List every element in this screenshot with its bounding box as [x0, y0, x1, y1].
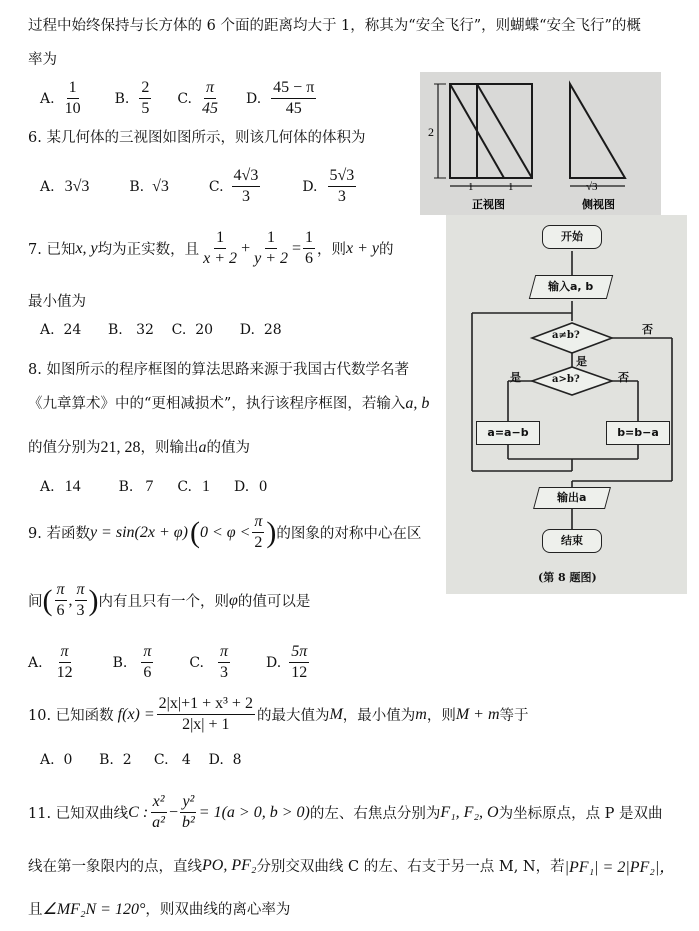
q9-b-den: 6 [143, 664, 152, 681]
q9-cond: 0 < φ < [199, 523, 251, 541]
q7-text-b: 均为正实数，且 [97, 242, 200, 258]
q5-opt-d [271, 78, 316, 119]
q8-opt-c: 1 [201, 478, 210, 495]
three-view-drawing [420, 72, 661, 215]
q9-c-den: 2 [254, 534, 263, 551]
q9-text-b: 的图象的对称中心在区 [276, 526, 422, 542]
q7-f1-num: 1 [214, 228, 226, 249]
q8-options [40, 478, 267, 496]
q10-fx: f(x) = [117, 705, 155, 723]
side-view-label: 侧视图 [582, 198, 615, 211]
q9-text-e: 的值可以是 [237, 594, 311, 610]
q7-options: A. 24 B. 32 C. 20 D. 28 [40, 322, 282, 338]
q5-opt-d-letter: D. [245, 90, 262, 107]
q8-text-c3: 的值为 [206, 440, 250, 456]
q5-a-num: 1 [67, 78, 79, 99]
q9-int-frac2 [75, 580, 87, 621]
q9-a-den: 12 [56, 664, 73, 681]
front-view-label: 正视图 [472, 198, 505, 211]
q9-fn: y = sin(2x + φ) [89, 523, 188, 541]
q8-ab: a, b [405, 395, 430, 412]
q8-opt-b-letter: B. [118, 479, 134, 495]
q10-text-a: 10. 已知函数 [28, 708, 114, 724]
q7-f3-num: 1 [303, 228, 315, 249]
q7-equals: = [292, 239, 302, 257]
q9-opt-d-letter: D. [266, 654, 282, 671]
flow-cond1: a≠b? [552, 330, 580, 341]
problem5-text-line2: 率为 [28, 52, 57, 68]
q11-line1 [28, 792, 663, 833]
q11-minus: − [168, 803, 178, 821]
q5-c-num: π [204, 78, 216, 99]
q9-i1-num: π [55, 580, 67, 601]
flow-cond2: a>b? [552, 374, 580, 385]
q7-text-a: 7. 已知 [28, 242, 76, 258]
q9-d-num: 5π [289, 642, 309, 663]
problem5-text-line1: 过程中始终保持与长方体的 6 个面的距离均大于 1，称其为“安全飞行”，则蝴蝶“安全飞行”的概 [28, 18, 641, 34]
q7-xy: x, y [75, 239, 98, 257]
q5-c-den: 45 [201, 100, 218, 117]
q9-opt-b-letter: B. [112, 654, 128, 671]
q11-PO: PO, PF₂ [202, 856, 257, 874]
q6-opt-d [328, 166, 357, 207]
q5-opt-a-letter: A. [40, 90, 55, 107]
q11-frac2 [180, 792, 197, 833]
q11-text-f: 且 [28, 902, 43, 918]
q8-text-b: 《九章算术》中的“更相减损术”，执行该程序框图，若输入 [28, 396, 406, 412]
q10-text-e: 等于 [499, 708, 529, 724]
q7-plus: + [241, 239, 251, 257]
q6-opt-a: 3√3 [64, 177, 90, 195]
q5-d-den: 45 [285, 100, 302, 117]
dim-width-label-2: 1 [508, 181, 514, 193]
q8-opt-c-letter: C. [177, 479, 192, 495]
q9-i1-den: 6 [56, 602, 65, 619]
q9-d-den: 12 [291, 664, 308, 681]
q7-text-d: 的 [379, 242, 394, 258]
q9-paren-close: ) [266, 515, 277, 549]
q9-text-c: 间 [28, 594, 43, 610]
q8-line3 [28, 436, 250, 457]
q10-den: 2|x| + 1 [182, 716, 230, 733]
q9-opt-c-letter: C. [189, 654, 204, 671]
q9-text-d: 内有且只有一个，则 [98, 594, 230, 610]
q5-opt-b-letter: B. [114, 90, 130, 107]
q9-int-open: ( [42, 583, 53, 617]
q9-opt-c [218, 642, 230, 683]
q11-line2 [28, 854, 675, 877]
q9-text-a: 9. 若函数 [28, 526, 90, 542]
q9-b-num: π [141, 642, 153, 663]
q11-text-g: ，则双曲线的离心率为 [145, 902, 291, 918]
q6-options [40, 166, 358, 207]
q7-frac2 [252, 228, 290, 269]
q7-xpy: x + y [346, 239, 380, 257]
q9-line2 [28, 580, 310, 621]
q5-opt-c [200, 78, 220, 119]
flow-input-label: 输入a, b [548, 280, 594, 293]
q11-line3 [28, 898, 290, 919]
q8-opt-a: 14 [64, 478, 81, 495]
q6-d-den: 3 [337, 188, 346, 205]
q9-c-num: π [252, 512, 264, 533]
q5-options [40, 78, 318, 119]
q6-opt-b-letter: B. [129, 178, 145, 195]
q10-M: M [329, 705, 343, 723]
q7-f1-den: x + 2 [203, 250, 238, 267]
q8-a: a [198, 439, 207, 456]
flow-yes2: 是 [510, 371, 521, 384]
q11-angle: ∠MF₂N = 120° [42, 900, 146, 918]
q7-line1 [28, 228, 394, 269]
q11-eq: = 1(a > 0, b > 0) [198, 803, 310, 821]
q8-text-c: 的值分别为 [28, 440, 101, 456]
q7-f2-num: 1 [265, 228, 277, 249]
flow-end: 结束 [542, 529, 602, 553]
q9-int-close: ) [88, 583, 99, 617]
q10-frac [157, 694, 255, 735]
q6-text: 6. 某几何体的三视图如图所示，则该几何体的体积为 [28, 130, 366, 146]
q9-opt-b [141, 642, 153, 683]
q6-opt-c-letter: C. [208, 178, 224, 195]
q9-options [28, 642, 311, 683]
q9-opt-a [55, 642, 75, 683]
q9-opt-d [289, 642, 309, 683]
flow-no1: 否 [642, 323, 653, 336]
flow-right-box: b=b−a [606, 421, 670, 445]
q11-text-d: 线在第一象限内的点，直线 [28, 859, 202, 875]
flow-no2: 否 [618, 371, 629, 384]
dim-height-label: 2 [428, 125, 434, 139]
q6-d-num: 5√3 [328, 166, 357, 187]
flow-output-label: 输出a [557, 491, 587, 504]
dim-sqrt3-label: √3 [586, 181, 598, 193]
q6-opt-a-letter: A. [40, 178, 55, 195]
q10-m: m [415, 705, 427, 723]
q11-text-e: 分别交双曲线 C 的左、右支于另一点 M, N，若 [256, 859, 565, 875]
q10-text-b: 的最大值为 [256, 708, 330, 724]
q11-f1-den: a² [152, 814, 165, 831]
q8-line2 [28, 392, 429, 413]
q7-frac1 [201, 228, 239, 269]
q6-c-num: 4√3 [232, 166, 261, 187]
q11-C: C : [128, 803, 149, 821]
q10-line1 [28, 694, 529, 735]
flow-left-box: a=a−b [476, 421, 540, 445]
q10-text-c: ，最小值为 [342, 708, 416, 724]
q8-opt-a-letter: A. [40, 479, 55, 495]
q7-line2: 最小值为 [28, 294, 86, 310]
q11-f2-num: y² [180, 792, 196, 813]
q10-Mm: M + m [455, 705, 500, 723]
q9-a-num: π [59, 642, 71, 663]
q9-i2-den: 3 [76, 602, 85, 619]
q9-int-comma: , [68, 591, 73, 609]
q11-f1-num: x² [151, 792, 167, 813]
q11-abs: |PF₁| = 2|PF₂|， [564, 859, 676, 876]
q6-opt-c [232, 166, 261, 207]
flow-yes1: 是 [576, 355, 587, 368]
q8-opt-d: 0 [259, 478, 268, 495]
q5-a-den: 10 [64, 100, 81, 117]
q11-F: F₁, F₂, O [440, 803, 499, 821]
three-view-figure [420, 72, 661, 215]
q11-text-a: 11. 已知双曲线 [28, 806, 129, 822]
dim-width-label-1: 1 [468, 181, 474, 193]
q5-opt-c-letter: C. [177, 90, 192, 107]
flow-caption: (第 8 题图) [538, 571, 597, 584]
q10-options: A. 0 B. 2 C. 4 D. 8 [40, 752, 242, 768]
q5-opt-b [139, 78, 151, 119]
q6-opt-d-letter: D. [302, 178, 318, 195]
q10-num: 2|x|+1 + x³ + 2 [157, 694, 255, 715]
q5-b-num: 2 [139, 78, 151, 99]
q6-opt-b: √3 [152, 177, 169, 195]
q8-opt-b: 7 [145, 478, 154, 495]
q9-opt-a-letter: A. [28, 654, 43, 671]
q5-d-num: 45 − π [271, 78, 316, 99]
q5-b-den: 5 [141, 100, 150, 117]
q9-cond-frac [252, 512, 264, 553]
q8-line1: 8. 如图所示的程序框图的算法思路来源于我国古代数学名著 [28, 362, 409, 378]
q11-text-b: 的左、右焦点分别为 [309, 806, 441, 822]
q9-c-den2: 3 [220, 664, 228, 681]
q9-paren-open: ( [189, 515, 200, 549]
q7-frac3 [303, 228, 315, 269]
q6-c-den: 3 [241, 188, 250, 205]
q5-opt-a [63, 78, 83, 119]
q10-text-d: ，则 [426, 708, 456, 724]
q8-opt-d-letter: D. [233, 479, 250, 495]
flow-start: 开始 [542, 225, 602, 249]
q8-text-c2: ，则输出 [140, 440, 199, 456]
q9-i2-num: π [75, 580, 87, 601]
q7-text-c: ，则 [317, 242, 347, 258]
q8-values: 21, 28 [100, 439, 141, 456]
q9-int-frac1 [55, 580, 67, 621]
q9-line1 [28, 512, 421, 553]
flow-input [529, 275, 613, 299]
q11-text-c: 为坐标原点，点 P 是双曲 [498, 806, 663, 822]
q11-frac1 [150, 792, 167, 833]
q7-f3-den: 6 [305, 250, 314, 267]
flowchart-figure [446, 215, 687, 594]
q9-c-num2: π [218, 642, 230, 663]
q9-phi: φ [229, 591, 238, 609]
flow-output [533, 487, 611, 509]
q7-f2-den: y + 2 [254, 250, 288, 267]
q11-f2-den: b² [182, 814, 195, 831]
